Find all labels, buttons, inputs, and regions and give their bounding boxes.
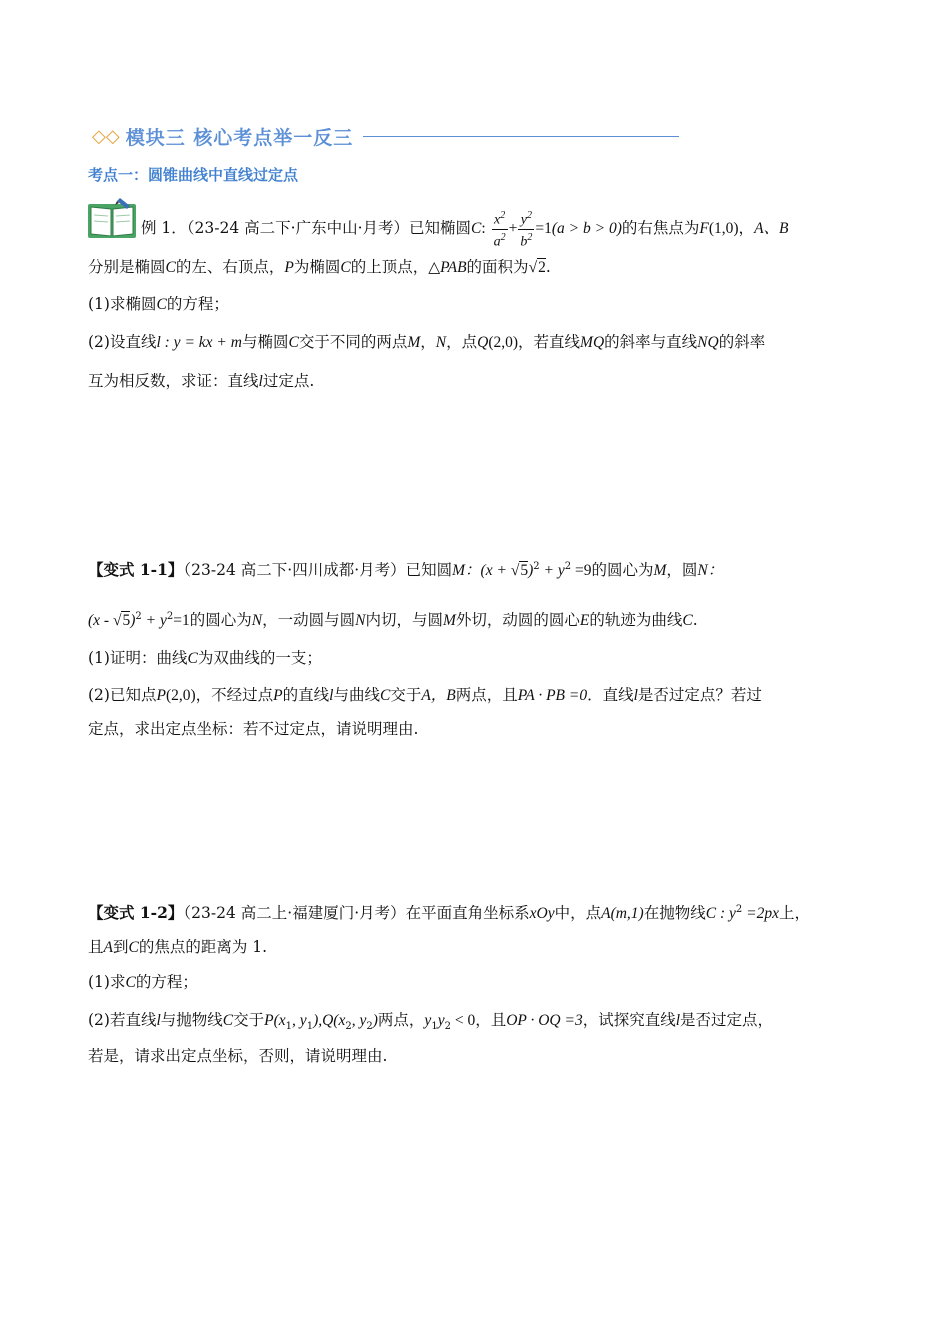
variant1-q2: (2)已知点P(2,0)，不经过点P的直线l与曲线C交于A，B两点，且PA · PB =0．直线l是否过定点？若过 xyxy=(88,686,762,704)
variant2-q2-line2: 若是，请求出定点坐标，否则，请说明理由. xyxy=(88,1047,388,1065)
example1-q2-line2: 互为相反数，求证：直线l过定点. xyxy=(88,372,315,390)
variant1-line1: 【变式 1-1】（23-24 高二下·四川成都·月考）已知圆M：$(x + √5)^2 + y^2 =9$的圆心为M，圆N： xyxy=(88,560,724,580)
variant1-line2: $(x - √5)^2 + y^2=1$的圆心为N，一动圆与圆N内切，与圆M外切，动圆的圆心E的轨迹为曲线C. xyxy=(88,611,698,630)
module-header xyxy=(92,122,679,150)
section-heading: 考点一：圆锥曲线中直线过定点 xyxy=(88,166,299,184)
variant1-q2-line2: 定点，求出定点坐标：若不过定点，请说明理由. xyxy=(88,720,419,738)
module-title: 模块三 核心考点举一反三 xyxy=(125,126,354,149)
fraction-y2-b2: $\frac{y^2}{b^2}$ xyxy=(520,210,533,250)
example1-line1: 例 1．（23-24 高二下·广东中山·月考）已知椭圆C: $\frac{x^2}{a^2}$ + $\frac{y^2}{b^2}$ =1(a > b > 0)的右焦点为F(1,0)，A、B xyxy=(141,210,789,250)
variant1-q1: (1)证明：曲线C为双曲线的一支； xyxy=(88,649,322,667)
fraction-x2-a2: $\frac{x^2}{a^2}$ xyxy=(493,210,506,250)
variant2-line1: 【变式 1-2】（23-24 高二上·福建厦门·月考）在平面直角坐标系xOy中，点A(m,1)在抛物线C : $y^2 =2px$上， xyxy=(88,903,810,923)
variant2-q1: (1)求C的方程； xyxy=(88,973,198,991)
variant2-line2: 且A到C的焦点的距离为 1. xyxy=(88,938,268,956)
book-pen-icon xyxy=(86,196,138,240)
example1-q2: (2)设直线l : y = kx + m与椭圆C交于不同的两点M，N，点Q(2,0)，若直线MQ的斜率与直线NQ的斜率 xyxy=(88,333,766,351)
example1-q1: (1)求椭圆C的方程； xyxy=(88,295,229,313)
header-rule xyxy=(363,136,679,137)
variant2-q2: (2)若直线l与抛物线C交于$P(x_1$, $y_1),Q(x_2$, $y_2$)两点，$y_1y_2 < 0$，且OP · OQ =3，试探究直线l是否过定点， xyxy=(88,1011,774,1033)
diamond-icon: ◇◇ xyxy=(92,125,120,147)
example1-line2: 分别是椭圆C的左、右顶点，P为椭圆C的上顶点，△PAB的面积为√2. xyxy=(88,258,551,276)
